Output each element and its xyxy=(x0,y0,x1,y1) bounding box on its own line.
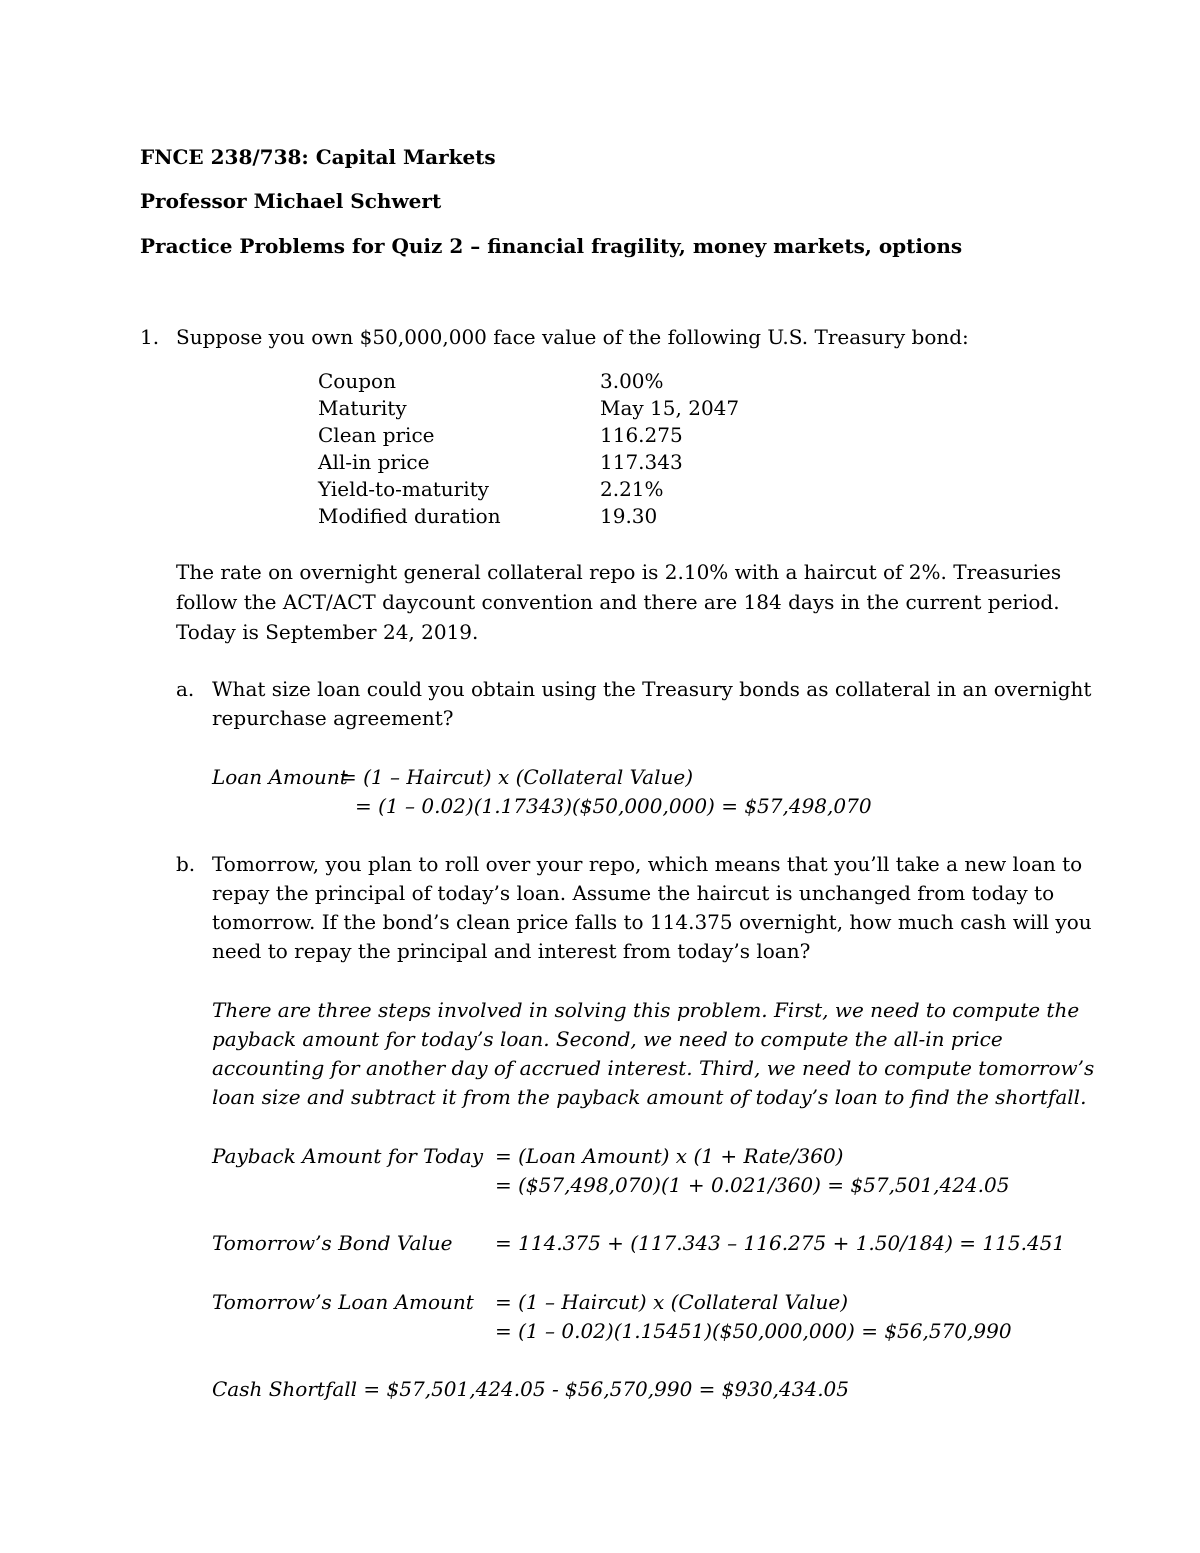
bond-table-label: Yield-to-maturity xyxy=(318,477,489,501)
professor-name: Professor Michael Schwert xyxy=(140,189,442,213)
explanation-line: payback amount for today’s loan. Second, we need to compute the all-in price xyxy=(212,1027,1003,1051)
bond-table-value: 2.21% xyxy=(600,477,664,501)
paragraph-line: follow the ACT/ACT daycount convention and there are 184 days in the current period. xyxy=(176,590,1060,614)
part-a-question-line: repurchase agreement? xyxy=(212,706,454,730)
bond-table-label: Maturity xyxy=(318,396,407,420)
tomorrow-loan-label: Tomorrow’s Loan Amount xyxy=(212,1290,474,1314)
bond-value-label: Tomorrow’s Bond Value xyxy=(212,1231,453,1255)
loan-amount-formula: = (1 – Haircut) x (Collateral Value) xyxy=(340,765,694,789)
bond-table-label: Coupon xyxy=(318,369,396,393)
tomorrow-loan-formula: = (1 – Haircut) x (Collateral Value) xyxy=(495,1290,849,1314)
paragraph-line: Today is September 24, 2019. xyxy=(176,620,479,644)
bond-table-label: Modified duration xyxy=(318,504,501,528)
explanation-line: accounting for another day of accrued interest. Third, we need to compute tomorrow’s xyxy=(212,1056,1095,1080)
payback-formula: = (Loan Amount) x (1 + Rate/360) xyxy=(495,1144,844,1168)
part-b-question-line: tomorrow. If the bond’s clean price falls to 114.375 overnight, how much cash will you xyxy=(212,910,1092,934)
tomorrow-loan-result: = (1 – 0.02)(1.15451)($50,000,000) = $56,570,990 xyxy=(495,1319,1012,1343)
problem-intro: Suppose you own $50,000,000 face value of the following U.S. Treasury bond: xyxy=(176,325,969,349)
explanation-line: loan size and subtract it from the payback amount of today’s loan to find the shortfall. xyxy=(212,1085,1087,1109)
cash-shortfall: Cash Shortfall = $57,501,424.05 - $56,570,990 = $930,434.05 xyxy=(212,1377,850,1401)
payback-result: = ($57,498,070)(1 + 0.021/360) = $57,501,424.05 xyxy=(495,1173,1010,1197)
bond-table-value: 19.30 xyxy=(600,504,658,528)
bond-table-value: 3.00% xyxy=(600,369,664,393)
part-b-letter: b. xyxy=(176,852,196,876)
course-title: FNCE 238/738: Capital Markets xyxy=(140,145,496,169)
part-a-letter: a. xyxy=(176,677,195,701)
bond-table-value: 116.275 xyxy=(600,423,683,447)
part-b-question-line: repay the principal of today’s loan. Assume the haircut is unchanged from today to xyxy=(212,881,1055,905)
problem-number: 1. xyxy=(140,325,160,349)
bond-table-label: All-in price xyxy=(318,450,430,474)
payback-label: Payback Amount for Today xyxy=(212,1144,484,1168)
part-b-question-line: need to repay the principal and interest from today’s loan? xyxy=(212,939,811,963)
bond-table-label: Clean price xyxy=(318,423,435,447)
paragraph-line: The rate on overnight general collateral repo is 2.10% with a haircut of 2%. Treasuries xyxy=(176,560,1062,584)
bond-value-result: = 114.375 + (117.343 – 116.275 + 1.50/184) = 115.451 xyxy=(495,1231,1066,1255)
bond-table-value: 117.343 xyxy=(600,450,683,474)
part-a-question-line: What size loan could you obtain using the Treasury bonds as collateral in an overnight xyxy=(212,677,1092,701)
loan-amount-result: = (1 – 0.02)(1.17343)($50,000,000) = $57,498,070 xyxy=(355,794,872,818)
document-title: Practice Problems for Quiz 2 – financial fragility, money markets, options xyxy=(140,234,963,258)
loan-amount-label: Loan Amount xyxy=(212,765,348,789)
bond-table-value: May 15, 2047 xyxy=(600,396,740,420)
part-b-question-line: Tomorrow, you plan to roll over your repo, which means that you’ll take a new loan to xyxy=(212,852,1083,876)
explanation-line: There are three steps involved in solving this problem. First, we need to compute the xyxy=(212,998,1080,1022)
